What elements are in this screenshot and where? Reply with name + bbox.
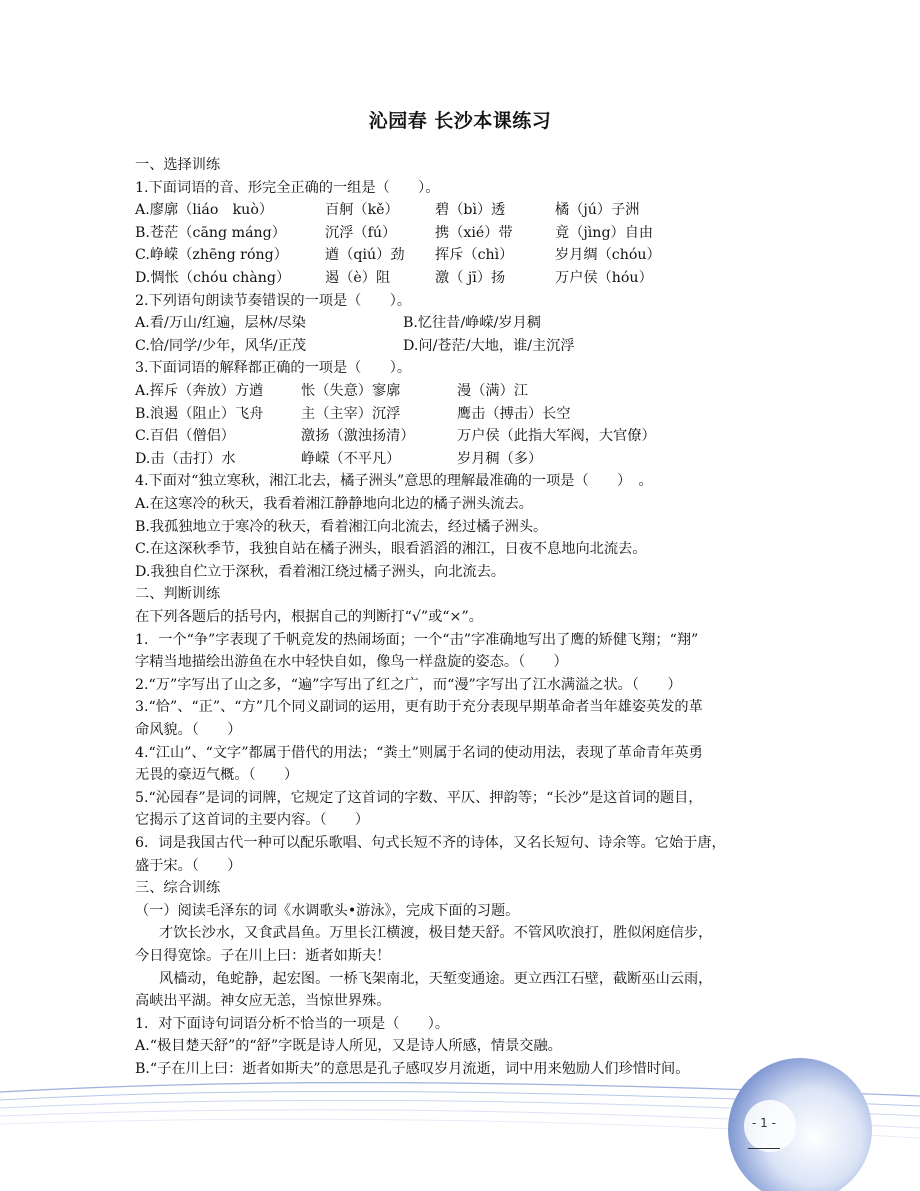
text-line: 3.下面词语的解释都正确的一项是（ ）。 (135, 360, 412, 377)
option-column: A.看/万山/红遍，层林/尽染 (135, 315, 306, 332)
option-column: 峥嵘（不平凡） (301, 450, 401, 467)
text-line: D.我独自伫立于深秋，看着湘江绕过橘子洲头，向北流去。 (135, 563, 506, 580)
option-column: C.峥嵘（zhēng róng） (135, 247, 288, 264)
text-line: 在下列各题后的括号内，根据自己的判断打“√”或“×”。 (135, 609, 483, 625)
option-column: 碧（bì）透 (435, 202, 506, 219)
text-line: 1．对下面诗句词语分析不恰当的一项是（ ）。 (135, 1015, 450, 1032)
option-column: 竟（jìng）自由 (555, 224, 654, 241)
option-column: 漫（满）江 (457, 383, 528, 399)
text-line: B.我孤独地立于寒冷的秋天，看着湘江向北流去，经过橘子洲头。 (135, 518, 548, 535)
text-line: 它揭示了这首词的主要内容。（ ） (135, 812, 370, 829)
option-column: 激扬（激浊扬清） (301, 428, 415, 445)
text-line: 高峡出平湖。神女应无恙，当惊世界殊。 (135, 993, 391, 1010)
text-line: 3.“恰”、“正”、“方”几个同义副词的运用，更有助于充分表现早期革命者当年雄姿英发的革 (135, 699, 703, 716)
text-line: A.“极目楚天舒”的“舒”字既是诗人所见，又是诗人所感，情景交融。 (135, 1038, 562, 1055)
option-column: B.忆往昔/峥嵘/岁月稠 (403, 315, 541, 332)
page-number: - 1 - (752, 1116, 776, 1130)
text-line: 一、选择训练 (135, 157, 221, 173)
option-column: D.问/苍茫/大地，谁/主沉浮 (403, 337, 575, 354)
text-line: 4.“江山”、“文字”都属于借代的用法；“粪土”则属于名词的使动用法，表现了革命青年英勇 (135, 744, 703, 761)
option-column: C.恰/同学/少年，风华/正茂 (135, 337, 307, 354)
text-line: 才饮长沙水，又食武昌鱼。万里长江横渡，极目楚天舒。不管风吹浪打，胜似闲庭信步， (159, 925, 713, 942)
option-column: 激（ jī）扬 (435, 270, 506, 286)
text-line: 字精当地描绘出游鱼在水中轻快自如，像鸟一样盘旋的姿态。（ ） (135, 654, 568, 671)
option-column: 百舸（kě） (325, 202, 399, 219)
text-line: C.在这深秋季节，我独自站在橘子洲头，眼看滔滔的湘江，日夜不息地向北流去。 (135, 541, 647, 558)
option-column: 万户侯（此指大军阀，大官僚） (457, 428, 656, 445)
option-column: D.惆怅（chóu chàng） (135, 270, 291, 286)
page-number-underline (748, 1148, 780, 1149)
option-column: 挥斥（chì） (435, 247, 514, 264)
option-column: 遏（è）阻 (325, 270, 391, 286)
option-column: 岁月稠（多） (457, 450, 543, 467)
text-line: A.在这寒冷的秋天，我看着湘江静静地向北边的橘子洲头流去。 (135, 496, 533, 512)
text-line: 命风貌。（ ） (135, 722, 242, 738)
text-line: 盛于宋。（ ） (135, 857, 242, 874)
text-line: （一）阅读毛泽东的词《水调歌头•游泳》，完成下面的习题。 (135, 902, 520, 919)
text-line: 无畏的豪迈气概。（ ） (135, 767, 299, 784)
option-column: B.浪遏（阻止）飞舟 (135, 405, 264, 422)
option-column: 怅（失意）寥廓 (301, 383, 401, 399)
option-column: 橘（jú）子洲 (555, 202, 640, 219)
option-column: D.击（击打）水 (135, 450, 236, 467)
option-column: 遒（qiú）劲 (325, 247, 405, 264)
option-column: C.百侣（僧侣） (135, 428, 235, 445)
text-line: 4.下面对“独立寒秋，湘江北去，橘子洲头”意思的理解最准确的一项是（ ） 。 (135, 473, 653, 490)
text-line: 1．一个“争”字表现了千帆竞发的热闹场面；一个“击”字准确地写出了鹰的矫健飞翔；“翔” (135, 631, 699, 648)
option-column: 鹰击（搏击）长空 (457, 405, 571, 422)
text-line: 二、判断训练 (135, 586, 221, 603)
text-line: 今日得宽馀。子在川上曰：逝者如斯夫！ (135, 948, 391, 964)
text-line: B.“子在川上曰：逝者如斯夫”的意思是孔子感叹岁月流逝，词中用来勉励人们珍惜时间。 (135, 1061, 690, 1077)
page-title: 沁园春 长沙本课练习 (368, 110, 552, 132)
option-column: 携（xié）带 (435, 224, 513, 241)
option-column: A.挥斥（奔放）方遒 (135, 383, 264, 399)
option-column: A.廖廓（liáo kuò） (135, 202, 274, 219)
text-line: 风樯动，龟蛇静，起宏图。一桥飞架南北，天堑变通途。更立西江石壁，截断巫山云雨， (159, 970, 713, 987)
text-line: 6．词是我国古代一种可以配乐歌唱、句式长短不齐的诗体，又名长短句、诗余等。它始于唐， (135, 835, 726, 851)
option-column: B.苍茫（cāng máng） (135, 224, 286, 241)
text-line: 1.下面词语的音、形完全正确的一组是（ ）。 (135, 179, 440, 196)
text-line: 2.下列语句朗读节奏错误的一项是（ ）。 (135, 292, 412, 309)
text-line: 2.“万”字写出了山之多，“遍”字写出了红之广，而“漫”字写出了江水满溢之状。（ ） (135, 676, 682, 693)
option-column: 万户侯（hóu） (555, 270, 653, 286)
option-column: 岁月绸（chóu） (555, 247, 661, 264)
text-line: 5.“沁园春”是词的词牌，它规定了这首词的字数、平仄、押韵等；“长沙”是这首词的题目， (135, 789, 703, 806)
option-column: 沉浮（fú） (325, 224, 397, 241)
text-line: 三、综合训练 (135, 880, 221, 897)
option-column: 主（主宰）沉浮 (301, 405, 401, 422)
